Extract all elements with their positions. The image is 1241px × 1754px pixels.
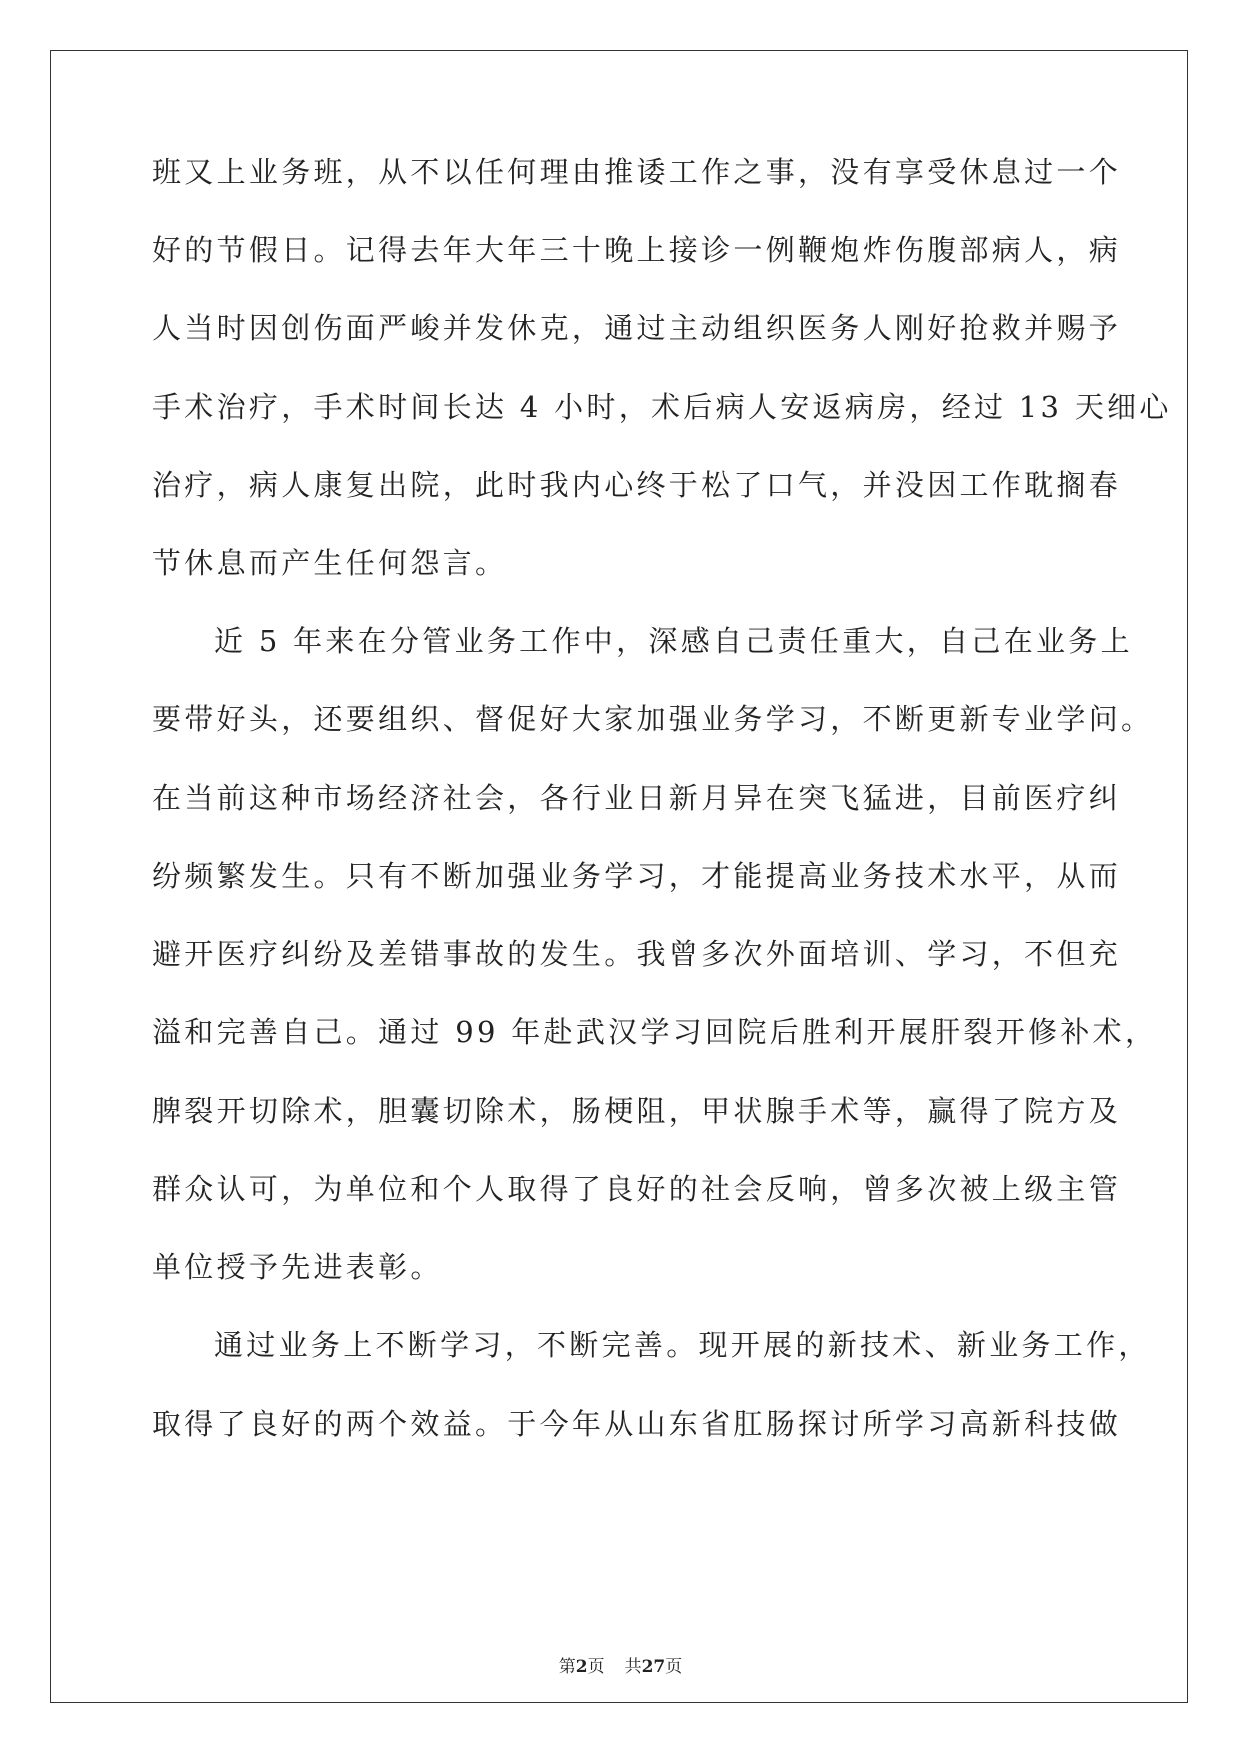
body-text-line: 人当时因创伤面严峻并发休克，通过主动组织医务人刚好抢救并赐予 <box>152 311 1122 345</box>
body-text-line: 避开医疗纠纷及差错事故的发生。我曾多次外面培训、学习，不但充 <box>152 937 1122 971</box>
page-number: 2 <box>575 1657 588 1677</box>
body-text-line: 好的节假日。记得去年大年三十晚上接诊一例鞭炮炸伤腹部病人，病 <box>152 233 1122 267</box>
body-text-line: 溢和完善自己。通过 99 年赴武汉学习回院后胜利开展肝裂开修补术， <box>152 1015 1158 1049</box>
body-text-line: 单位授予先进表彰。 <box>152 1250 443 1284</box>
page-prefix: 第 <box>558 1657 576 1677</box>
body-text-line: 治疗，病人康复出院，此时我内心终于松了口气，并没因工作耽搁春 <box>152 468 1122 502</box>
body-text-line: 在当前这种市场经济社会，各行业日新月异在突飞猛进，目前医疗纠 <box>152 781 1122 815</box>
body-text-line: 脾裂开切除术，胆囊切除术，肠梗阻，甲状腺手术等，赢得了院方及 <box>152 1094 1122 1128</box>
paragraph-first-line: 通过业务上不断学习，不断完善。现开展的新技术、新业务工作， <box>214 1328 1151 1362</box>
body-text-line: 取得了良好的两个效益。于今年从山东省肛肠探讨所学习高新科技做 <box>152 1407 1122 1441</box>
page-footer <box>0 1656 1241 1678</box>
body-text-line: 节休息而产生任何怨言。 <box>152 546 508 580</box>
body-text-line: 班又上业务班，从不以任何理由推诿工作之事，没有享受休息过一个 <box>152 155 1122 189</box>
body-text-line: 纷频繁发生。只有不断加强业务学习，才能提高业务技术水平，从而 <box>152 859 1122 893</box>
body-text-line: 群众认可，为单位和个人取得了良好的社会反响，曾多次被上级主管 <box>152 1172 1122 1206</box>
body-text-line: 手术治疗，手术时间长达 4 小时，术后病人安返病房，经过 13 天细心 <box>152 390 1172 424</box>
body-text-line: 要带好头，还要组织、督促好大家加强业务学习，不断更新专业学问。 <box>152 702 1154 736</box>
total-prefix: 共 <box>624 1657 642 1677</box>
paragraph-first-line: 近 5 年来在分管业务工作中，深感自己责任重大，自己在业务上 <box>214 624 1133 658</box>
page-suffix: 页 <box>587 1657 605 1677</box>
total-suffix: 页 <box>665 1657 683 1677</box>
total-pages: 27 <box>641 1657 666 1677</box>
